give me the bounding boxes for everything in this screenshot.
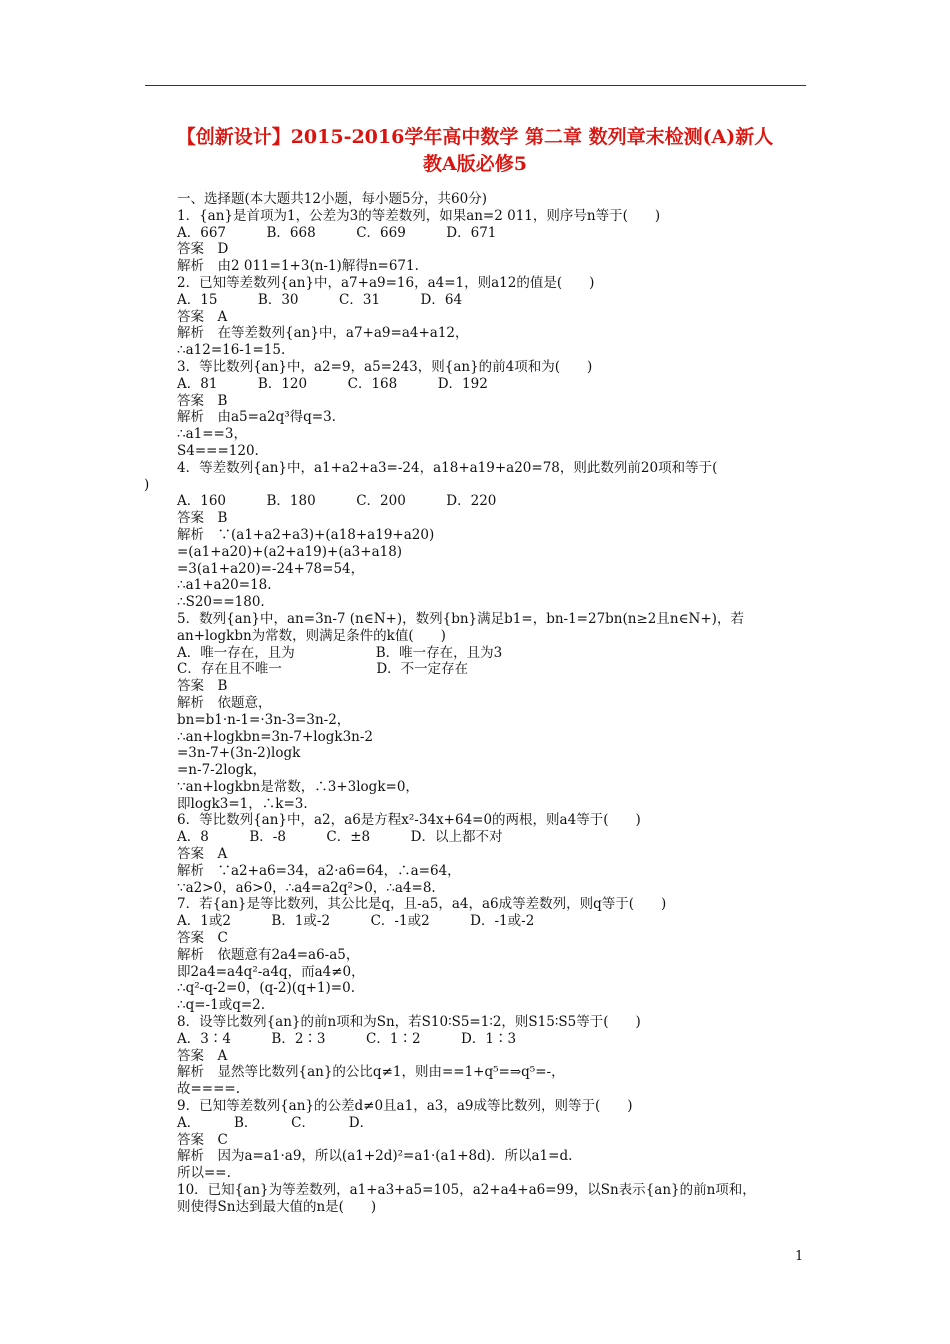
question-line: 5．数列{an}中，an=3n-7 (n∈N+)，数列{bn}满足b1=，bn-1=27bn(n≥2且n∈N+)，若	[177, 610, 744, 627]
text-line: 则使得Sn达到最大值的n是( )	[177, 1198, 377, 1215]
text-line: A．15 B．30 C．31 D．64	[177, 291, 463, 308]
solution-line: 解析 ∵a2+a6=34，a2·a6=64，∴a=64，	[177, 862, 461, 879]
question-line: 1．{an}是首项为1，公差为3的等差数列，如果an=2 011，则序号n等于( )	[177, 207, 661, 224]
question-line: 8．设等比数列{an}的前n项和为Sn，若S10∶S5=1∶2，则S15∶S5等于( )	[177, 1014, 641, 1031]
text-line: ∴S20==180.	[177, 594, 265, 611]
text-line: C．存在且不唯一 D．不一定存在	[177, 661, 469, 678]
document-title	[125, 124, 825, 178]
text-line: 即2a4=a4q²-a4q，而a4≠0，	[177, 963, 365, 980]
text-line: ∴a1==3，	[177, 426, 247, 443]
answer-line: 答案 A	[177, 308, 228, 325]
solution-line: 解析 因为a=a1·a9，所以(a1+2d)²=a1·(a1+8d)．所以a1=d.	[177, 1148, 573, 1165]
answer-line: 答案 D	[177, 241, 229, 258]
text-line: =3(a1+a20)=-24+78=54，	[177, 560, 365, 577]
title-line-1: 【创新设计】2015-2016学年高中数学 第二章 数列章末检测(A)新人	[176, 126, 774, 148]
text-line: A．667 B．668 C．669 D．671	[177, 224, 497, 241]
text-line: ∴q=-1或q=2.	[177, 997, 266, 1014]
text-line: =3n-7+(3n-2)logk	[177, 745, 301, 762]
answer-line: 答案 C	[177, 930, 228, 947]
question-line: 2．已知等差数列{an}中，a7+a9=16，a4=1，则a12的值是( )	[177, 274, 595, 291]
text-line: ∴a12=16-1=15.	[177, 342, 286, 359]
text-line: S4===120.	[177, 442, 259, 459]
text-line: A．81 B．120 C．168 D．192	[177, 375, 488, 392]
text-line: ∴a1+a20=18.	[177, 577, 272, 594]
text-line: ∵an+logkbn是常数，∴3+3logk=0，	[177, 778, 419, 795]
text-line: ∴an+logkbn=3n-7+logk3n-2	[177, 728, 374, 745]
solution-line: 解析 依题意有2a4=a6-a5，	[177, 946, 360, 963]
document-body	[144, 191, 817, 1216]
text-line: A．3∶4 B．2∶3 C．1∶2 D．1∶3	[177, 1030, 517, 1047]
answer-line: 答案 B	[177, 392, 228, 409]
text-line: A．1或2 B．1或-2 C．-1或2 D．-1或-2	[177, 913, 535, 930]
question-line: 3．等比数列{an}中，a2=9，a5=243，则{an}的前4项和为( )	[177, 358, 593, 375]
text-line: an+logkbn为常数，则满足条件的k值( )	[177, 627, 446, 644]
question-line: 9．已知等差数列{an}的公差d≠0且a1，a3，a9成等比数列，则等于( )	[177, 1098, 633, 1115]
header-rule	[145, 85, 806, 86]
question-line: 10．已知{an}为等差数列，a1+a3+a5=105，a2+a4+a6=99，以Sn表示{an}的前n项和，	[177, 1182, 756, 1199]
section-heading: 一、选择题(本大题共12小题，每小题5分，共60分)	[177, 191, 487, 207]
text-line: bn=b1·n-1=·3n-3=3n-2，	[177, 711, 351, 728]
text-line: 故====.	[177, 1081, 241, 1098]
solution-line: 解析 在等差数列{an}中，a7+a9=a4+a12，	[177, 325, 469, 342]
answer-line: 答案 A	[177, 846, 228, 863]
solution-line: 解析 由a5=a2q³得q=3.	[177, 409, 336, 426]
text-line: A．唯一存在，且为 B．唯一存在，且为3	[177, 644, 503, 661]
text-line: A．160 B．180 C．200 D．220	[177, 493, 497, 510]
solution-line: 解析 ∵(a1+a2+a3)+(a18+a19+a20)	[177, 526, 435, 543]
text-line: A．8 B．-8 C．±8 D．以上都不对	[177, 829, 503, 846]
answer-line: 答案 C	[177, 1131, 228, 1148]
text-line: ∴q²-q-2=0，(q-2)(q+1)=0.	[177, 980, 355, 997]
solution-line: 解析 依题意，	[177, 694, 272, 711]
question-line: 7．若{an}是等比数列，其公比是q，且-a5，a4，a6成等差数列，则q等于( )	[177, 896, 667, 913]
title-line-2: 教A版必修5	[423, 153, 527, 175]
text-line: )	[144, 476, 150, 493]
text-line: A． B． C． D．	[177, 1114, 374, 1131]
answer-line: 答案 B	[177, 678, 228, 695]
solution-line: 解析 显然等比数列{an}的公比q≠1，则由==1+q⁵=⇒q⁵=-，	[177, 1064, 565, 1081]
solution-line: 解析 由2 011=1+3(n-1)解得n=671.	[177, 258, 419, 275]
text-line: =(a1+a20)+(a2+a19)+(a3+a18)	[177, 543, 403, 560]
text-line: ∵a2>0，a6>0，∴a4=a2q²>0，∴a4=8.	[177, 879, 436, 896]
question-line: 4．等差数列{an}中，a1+a2+a3=-24，a18+a19+a20=78，则此数列前20项和等于(	[177, 459, 718, 476]
answer-line: 答案 A	[177, 1047, 228, 1064]
text-line: 即logk3=1，∴k=3.	[177, 795, 308, 812]
text-line: 所以==.	[177, 1165, 231, 1182]
answer-line: 答案 B	[177, 510, 228, 527]
text-line: =n-7-2logk，	[177, 762, 267, 779]
page-number: 1	[795, 1249, 804, 1264]
question-line: 6．等比数列{an}中，a2，a6是方程x²-34x+64=0的两根，则a4等于( )	[177, 812, 641, 829]
